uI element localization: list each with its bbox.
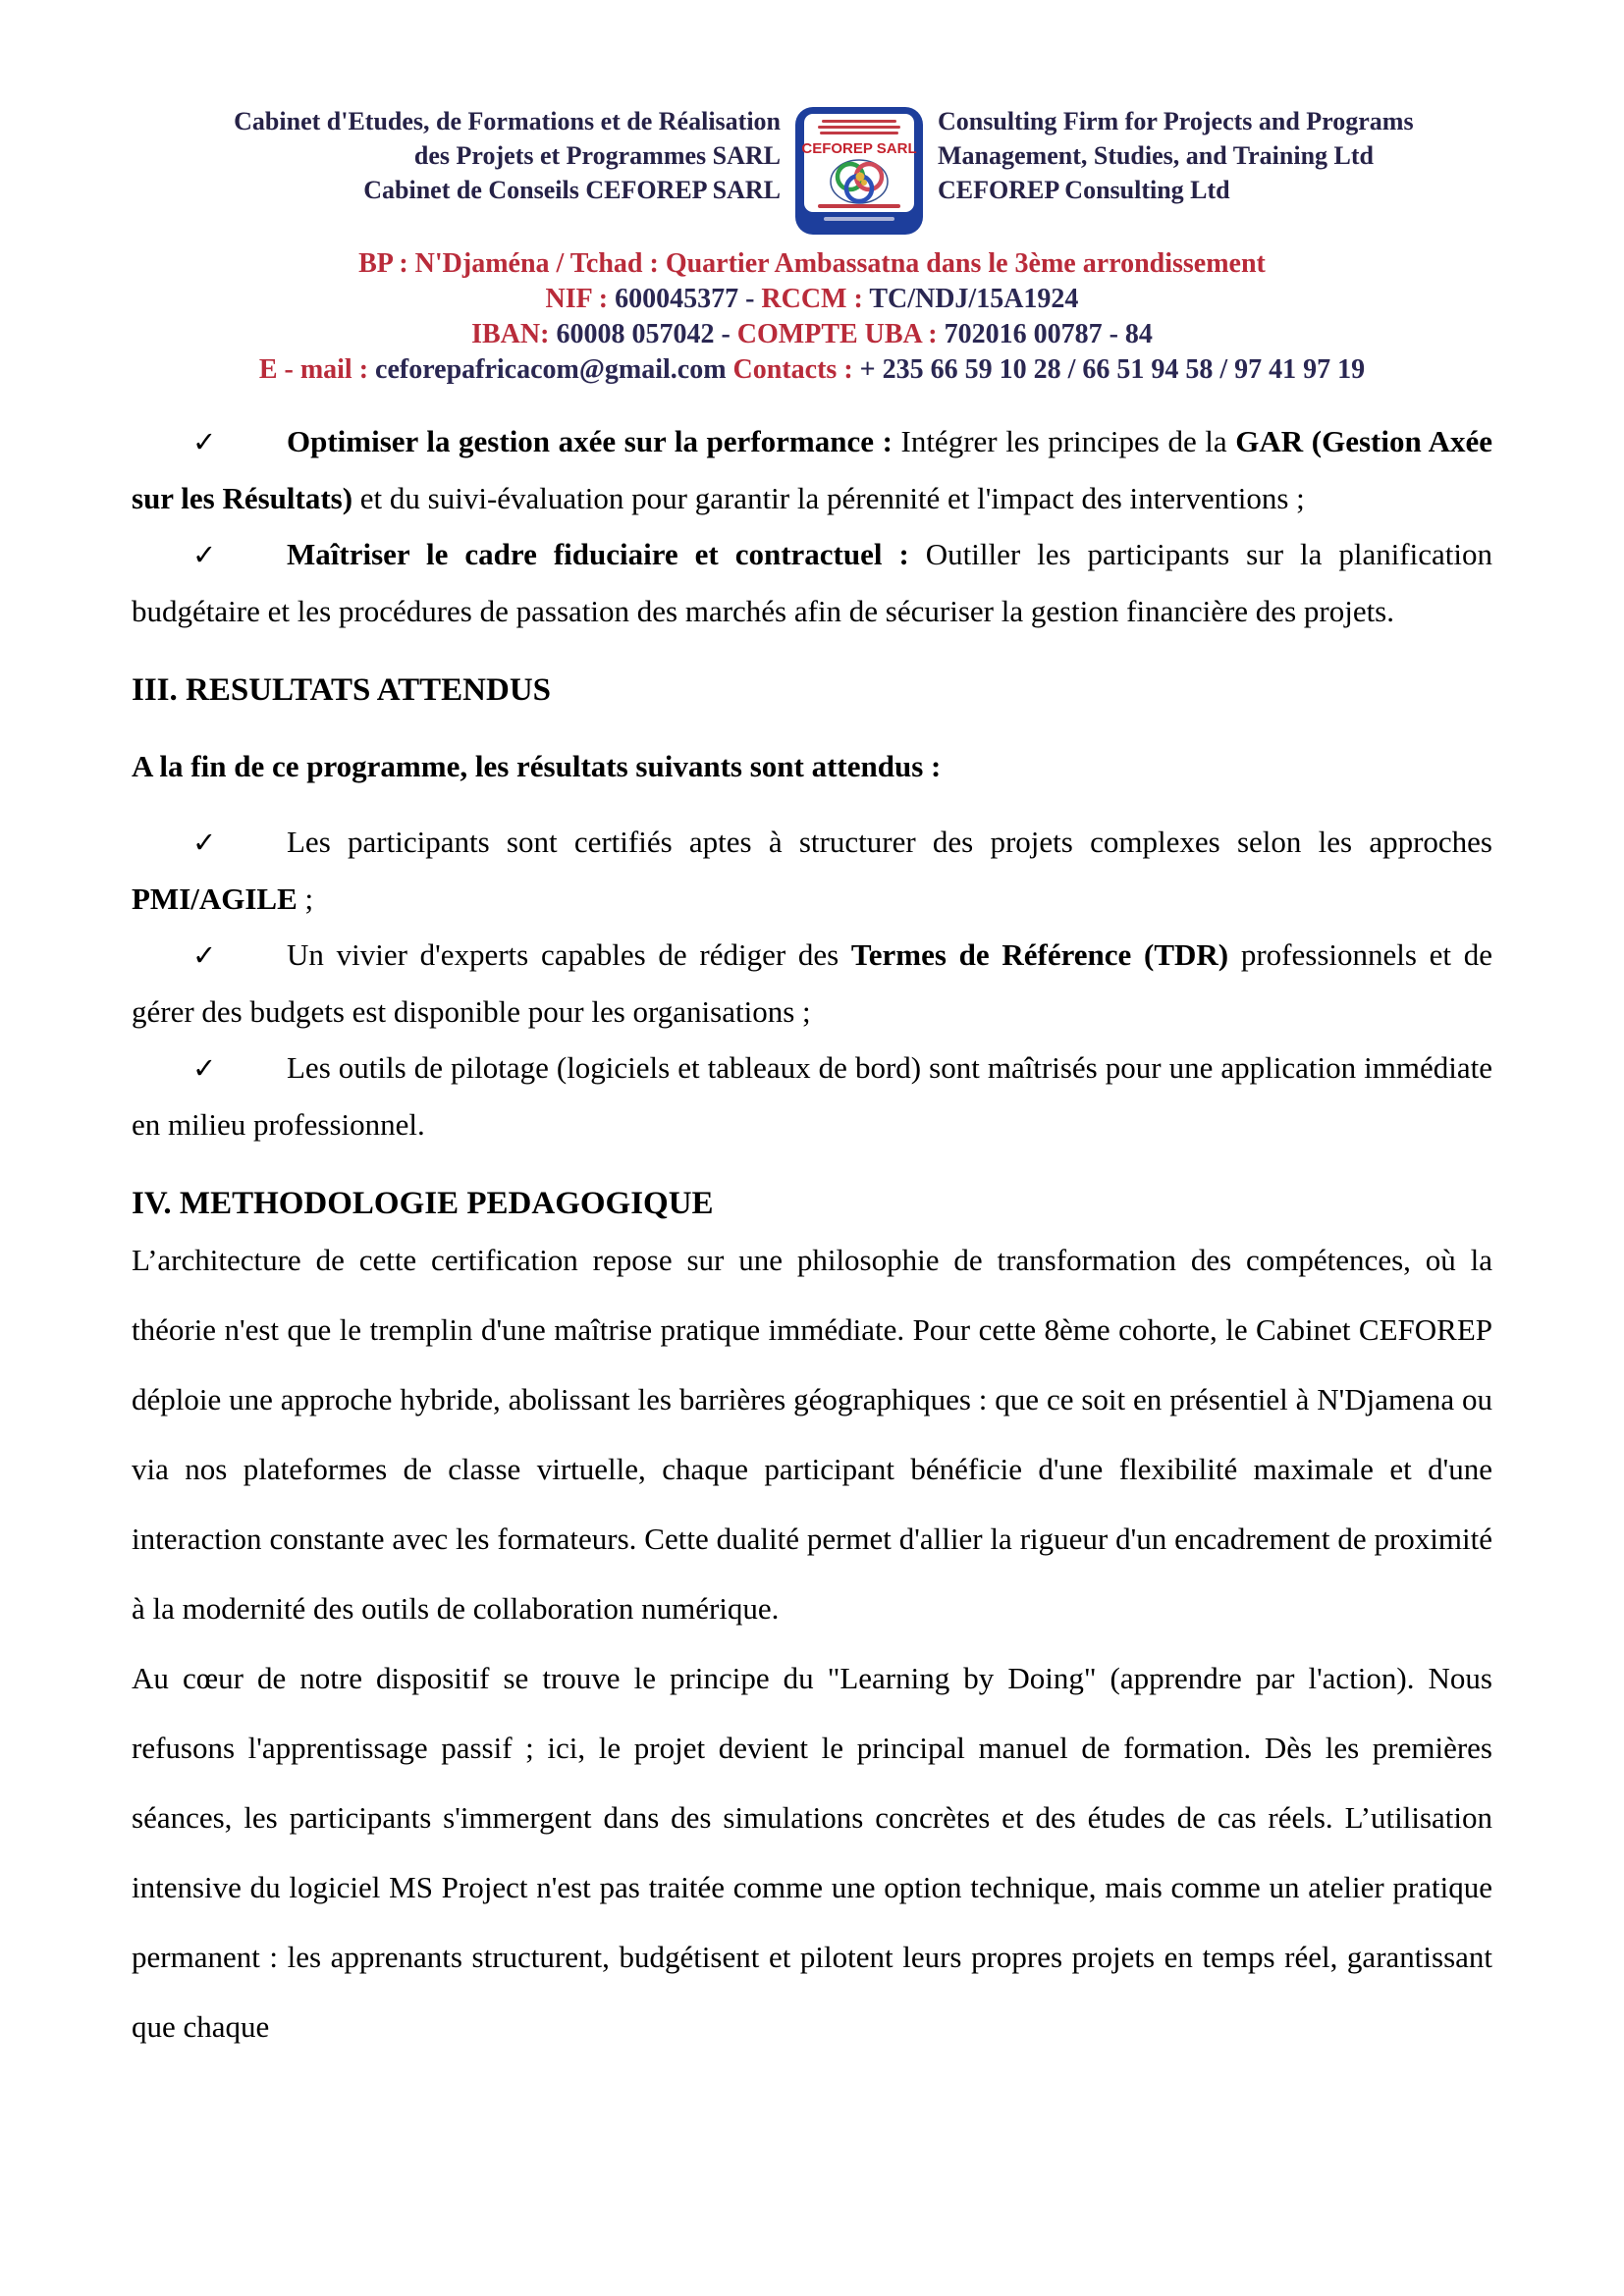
- contacts-value: + 235 66 59 10 28 / 66 51 94 58 / 97 41 97 19: [859, 354, 1366, 385]
- results-list: [132, 814, 1492, 1152]
- logo-text: CEFOREP SARL: [801, 140, 917, 157]
- letterhead: [0, 0, 1624, 388]
- letterhead-top-row: [0, 0, 1624, 240]
- bullet-item: [132, 814, 1492, 927]
- iban-label: IBAN:: [471, 319, 557, 349]
- email-label: E - mail :: [258, 354, 376, 385]
- org-name-english-line: CEFOREP Consulting Ltd: [938, 176, 1230, 204]
- email-value: ceforepafricacom@gmail.com: [375, 354, 727, 385]
- compte-uba-label: COMPTE UBA :: [736, 319, 945, 349]
- bullet-item: [132, 413, 1492, 526]
- section-intro-line: A la fin de ce programme, les résultats suivants sont attendus :: [132, 749, 942, 783]
- check-icon: ✓: [192, 1051, 217, 1085]
- bullet-text: Maîtriser le cadre fiduciaire et contractuel : Outiller les participants sur la planification budgétaire et les procédures de passation des marchés afin de sécuriser la gestion financière des projets.: [132, 537, 1492, 628]
- rccm-label: RCCM :: [761, 284, 870, 314]
- org-name-english-line: Consulting Firm for Projects and Programs: [938, 107, 1414, 135]
- org-name-french: [194, 104, 781, 207]
- paragraph: Au cœur de notre dispositif se trouve le principe du "Learning by Doing" (apprendre par l'action). Nous refusons l'apprentissage passif ; ici, le projet devient le principal manuel de formation. Dès les premières séances, les participants s'immergent dans des simulations concrètes et des études de cas réels. L’utilisation intensive du logiciel MS Project n'est pas traitée comme une option technique, mais comme un atelier pratique permanent : les apprenants structurent, budgétisent et pilotent leurs propres projets en temps réel, garantissant que chaque: [132, 1661, 1492, 2044]
- separator: -: [738, 284, 762, 314]
- bullet-item: [132, 927, 1492, 1040]
- rccm-value: TC/NDJ/15A1924: [869, 284, 1079, 314]
- document-body: [132, 413, 1492, 2061]
- org-name-french-line: Cabinet d'Etudes, de Formations et de Réalisation: [234, 107, 781, 135]
- bullet-item: [132, 526, 1492, 639]
- bullet-item: [132, 1040, 1492, 1152]
- paragraph: L’architecture de cette certification repose sur une philosophie de transformation des compétences, où la théorie n'est que le tremplin d'une maîtrise pratique immédiate. Pour cette 8ème cohorte, le Cabinet CEFOREP déploie une approche hybride, abolissant les barrières géographiques : que ce soit en présentiel à N'Djamena ou via nos plateformes de classe virtuelle, chaque participant bénéficie d'une flexibilité maximale et d'une interaction constante avec les formateurs. Cette dualité permet d'allier la rigueur d'un encadrement de proximité à la modernité des outils de collaboration numérique.: [132, 1243, 1492, 1626]
- iban-line: [0, 317, 1624, 352]
- nif-rccm-line: [0, 282, 1624, 317]
- org-name-french-line: des Projets et Programmes SARL: [413, 141, 781, 170]
- check-icon: ✓: [192, 826, 217, 859]
- address-text: BP : N'Djaména / Tchad : Quartier Ambassatna dans le 3ème arrondissement: [358, 248, 1266, 279]
- org-name-french-line: Cabinet de Conseils CEFOREP SARL: [363, 176, 781, 204]
- bullet-text: Un vivier d'experts capables de rédiger des Termes de Référence (TDR) professionnels et de gérer des budgets est disponible pour les organisations ;: [132, 937, 1492, 1029]
- bullet-text: Les participants sont certifiés aptes à structurer des projets complexes selon les approches PMI/AGILE ;: [132, 825, 1492, 916]
- check-icon: ✓: [192, 538, 217, 571]
- email-contacts-line: [0, 352, 1624, 388]
- iban-value: 60008 057042 -: [556, 319, 737, 349]
- check-icon: ✓: [192, 425, 217, 458]
- contacts-label: Contacts :: [726, 354, 860, 385]
- objectives-list: [132, 413, 1492, 639]
- org-name-english: [938, 104, 1429, 207]
- section-heading-methodologie: IV. METHODOLOGIE PEDAGOGIQUE: [132, 1186, 714, 1221]
- compte-uba-value: 702016 00787 - 84: [944, 319, 1153, 349]
- nif-label: NIF :: [545, 284, 616, 314]
- section-heading-resultats: III. RESULTATS ATTENDUS: [132, 672, 552, 708]
- bullet-text: Les outils de pilotage (logiciels et tableaux de bord) sont maîtrisés pour une application immédiate en milieu professionnel.: [132, 1050, 1492, 1142]
- nif-value: 600045377: [615, 284, 739, 314]
- org-name-english-line: Management, Studies, and Training Ltd: [938, 141, 1375, 170]
- bullet-text: Optimiser la gestion axée sur la performance : Intégrer les principes de la GAR (Gestion Axée sur les Résultats) et du suivi-évaluation pour garantir la pérennité et l'impact des interventions ;: [132, 424, 1492, 515]
- address-line: [0, 246, 1624, 282]
- check-icon: ✓: [192, 938, 217, 972]
- ceforep-logo-icon: [794, 106, 924, 240]
